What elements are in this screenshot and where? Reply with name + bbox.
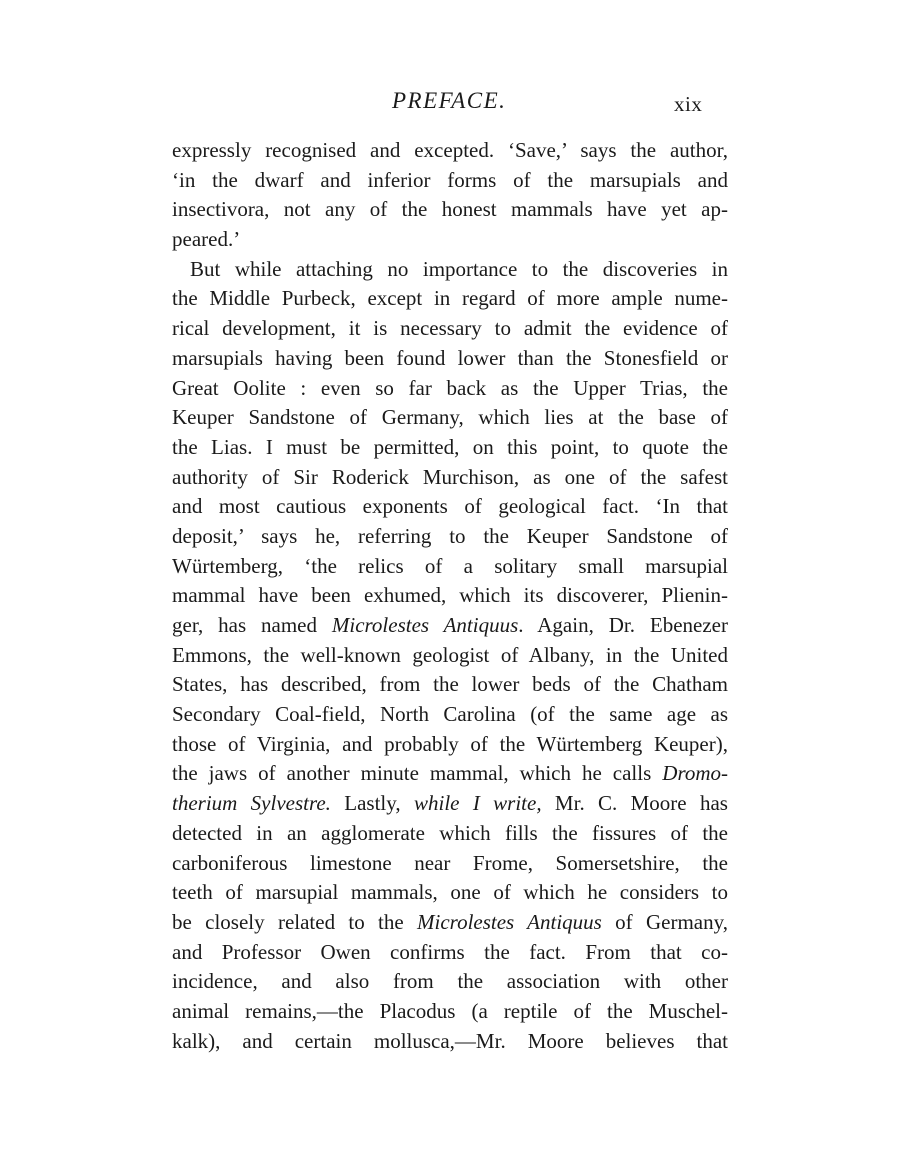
text-run: the jaws of another minute mammal, which he calls bbox=[172, 761, 663, 786]
text-line: animal remains,—the Placodus (a reptile of the Muschel- bbox=[172, 998, 728, 1023]
text-line bbox=[172, 611, 728, 641]
text-line: those of Virginia, and probably of the Würtemberg Keuper), bbox=[172, 731, 728, 756]
text-run: be closely related to the bbox=[172, 909, 418, 934]
species-name-italic: Microlestes Antiquus bbox=[417, 909, 602, 934]
text-line: rical development, it is necessary to admit the evidence of bbox=[172, 316, 728, 341]
text-line: expressly recognised and excepted. ‘Save,’ says the author, bbox=[172, 138, 728, 162]
text-line: the Lias. I must be permitted, on this point, to quote the bbox=[172, 434, 728, 459]
text-line bbox=[172, 759, 728, 789]
text-line bbox=[172, 789, 728, 819]
text-line: insectivora, not any of the honest mammals have yet ap- bbox=[172, 197, 728, 222]
running-head bbox=[0, 88, 900, 122]
text-line: Secondary Coal-field, North Carolina (of the same age as bbox=[172, 702, 728, 727]
running-title: PREFACE. bbox=[392, 88, 507, 113]
text-line: mammal have been exhumed, which its discoverer, Plienin- bbox=[172, 583, 728, 608]
species-name-italic: therium Sylvestre. bbox=[172, 791, 331, 816]
body-text bbox=[172, 136, 728, 1056]
paragraph-first-line: But while attaching no importance to the discoveries in bbox=[190, 256, 728, 281]
text-run: . Again, Dr. Ebenezer bbox=[518, 613, 728, 637]
species-name-italic: Dromo- bbox=[662, 761, 728, 786]
text-line: deposit,’ says he, referring to the Keuper Sandstone of bbox=[172, 523, 728, 548]
text-line: and Professor Owen confirms the fact. From that co- bbox=[172, 939, 728, 964]
text-run: Lastly, bbox=[330, 791, 414, 816]
text-line: peared.’ bbox=[172, 227, 241, 252]
page-number: xix bbox=[674, 92, 703, 116]
text-line: Würtemberg, ‘the relics of a solitary small marsupial bbox=[172, 553, 728, 578]
text-line: the Middle Purbeck, except in regard of more ample nume- bbox=[172, 286, 728, 311]
text-line: incidence, and also from the association with other bbox=[172, 969, 728, 994]
text-line: Emmons, the well-known geologist of Albany, in the United bbox=[172, 642, 728, 667]
text-run: Mr. C. Moore has bbox=[541, 791, 728, 816]
text-line: and most cautious exponents of geological fact. ‘In that bbox=[172, 494, 728, 519]
text-line: teeth of marsupial mammals, one of which he considers to bbox=[172, 880, 728, 905]
text-line: Keuper Sandstone of Germany, which lies at the base of bbox=[172, 405, 728, 430]
species-name-italic: Microlestes Antiquus bbox=[331, 613, 519, 637]
text-line: Great Oolite : even so far back as the Upper Trias, the bbox=[172, 375, 728, 400]
text-run: of Germany, bbox=[601, 909, 728, 934]
text-line: ‘in the dwarf and inferior forms of the marsupials and bbox=[172, 167, 728, 192]
text-line bbox=[172, 908, 728, 938]
text-line: marsupials having been found lower than the Stonesfield or bbox=[172, 345, 728, 370]
text-line: States, has described, from the lower beds of the Chatham bbox=[172, 672, 728, 697]
text-line: detected in an agglomerate which fills the fissures of the bbox=[172, 820, 728, 845]
text-line: authority of Sir Roderick Murchison, as one of the safest bbox=[172, 464, 728, 489]
text-run: ger, has named bbox=[172, 613, 332, 637]
text-line: kalk), and certain mollusca,—Mr. Moore believes that bbox=[172, 1028, 728, 1053]
emphasis-italic: while I write, bbox=[414, 791, 542, 816]
text-line: carboniferous limestone near Frome, Somersetshire, the bbox=[172, 850, 728, 875]
